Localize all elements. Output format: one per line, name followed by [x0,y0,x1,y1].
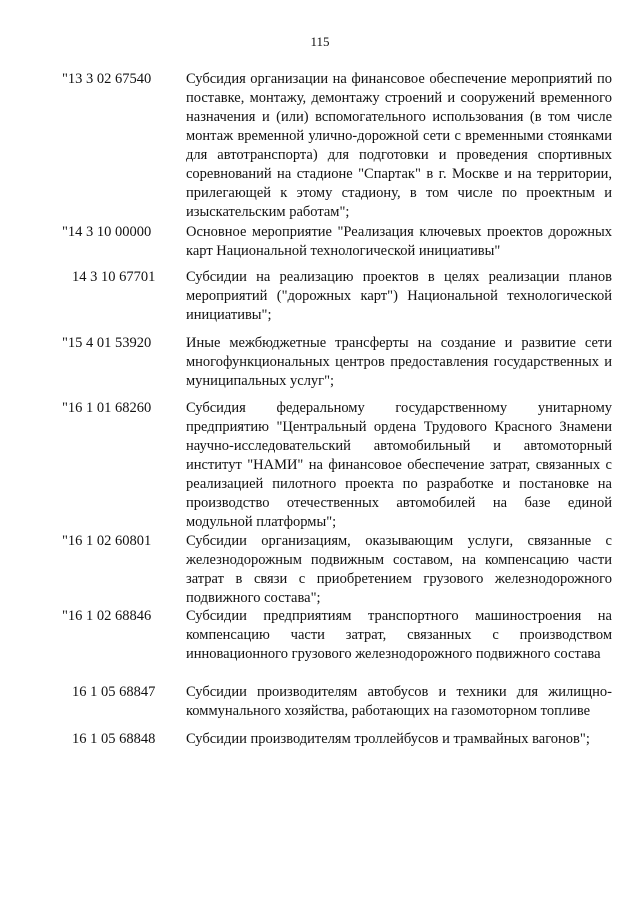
classification-code: "13 3 02 67540 [62,71,152,87]
entry-description: Субсидии организациям, оказывающим услуги, связанные с железнодорожным подвижным составом, на компенсацию части затрат в связи с приобретением грузового железнодорожного подвижного состава"; [186,533,612,606]
page-number: 115 [310,34,330,49]
entry-description: Основное мероприятие "Реализация ключевых проектов дорожных карт Национальной технологической инициативы" [186,224,612,259]
entry-description: Субсидии на реализацию проектов в целях реализации планов мероприятий ("дорожных карт") Национальной технологической инициативы"; [186,269,612,323]
classification-code: "16 1 01 68260 [62,400,152,416]
entry-description: Субсидия федеральному государственному унитарному предприятию "Центральный ордена Трудового Красного Знамени научно-исследовательский автомобильный и автомоторный институт "НАМИ" на финансовое обеспечение затрат, связанных с реализацией пилотного проекта по разработке и постановке на производство отечественных автомобилей на базе единой модульной платформы"; [186,400,612,530]
entry-description: Субсидии производителям троллейбусов и трамвайных вагонов"; [186,731,590,747]
classification-code: "15 4 01 53920 [62,335,152,351]
classification-code: 16 1 05 68848 [72,731,156,747]
entry-description: Субсидии производителям автобусов и техники для жилищно-коммунального хозяйства, работающих на газомоторном топливе [186,684,612,719]
entry-description: Субсидия организации на финансовое обеспечение мероприятий по поставке, монтажу, демонтажу строений и сооружений временного назначения и (или) вспомогательного использования (в том числе монтаж временной улично-дорожной сети с временными стоянками для автотранспорта) для подготовки и проведения спортивных соревнований на стадионе "Спартак" в г. Москве и на территории, прилегающей к этому стадиону, в том числе по проектным и изыскательским работам"; [186,71,612,220]
classification-code: 14 3 10 67701 [72,269,156,285]
entry-description: Субсидии предприятиям транспортного машиностроения на компенсацию части затрат, связанных с производством инновационного грузового железнодорожного подвижного состава [186,608,612,662]
classification-code: "16 1 02 60801 [62,533,152,549]
classification-code: "14 3 10 00000 [62,224,152,240]
entry-description: Иные межбюджетные трансферты на создание и развитие сети многофункциональных центров предоставления государственных и муниципальных услуг"; [186,335,612,389]
classification-code: 16 1 05 68847 [72,684,156,700]
classification-code: "16 1 02 68846 [62,608,152,624]
